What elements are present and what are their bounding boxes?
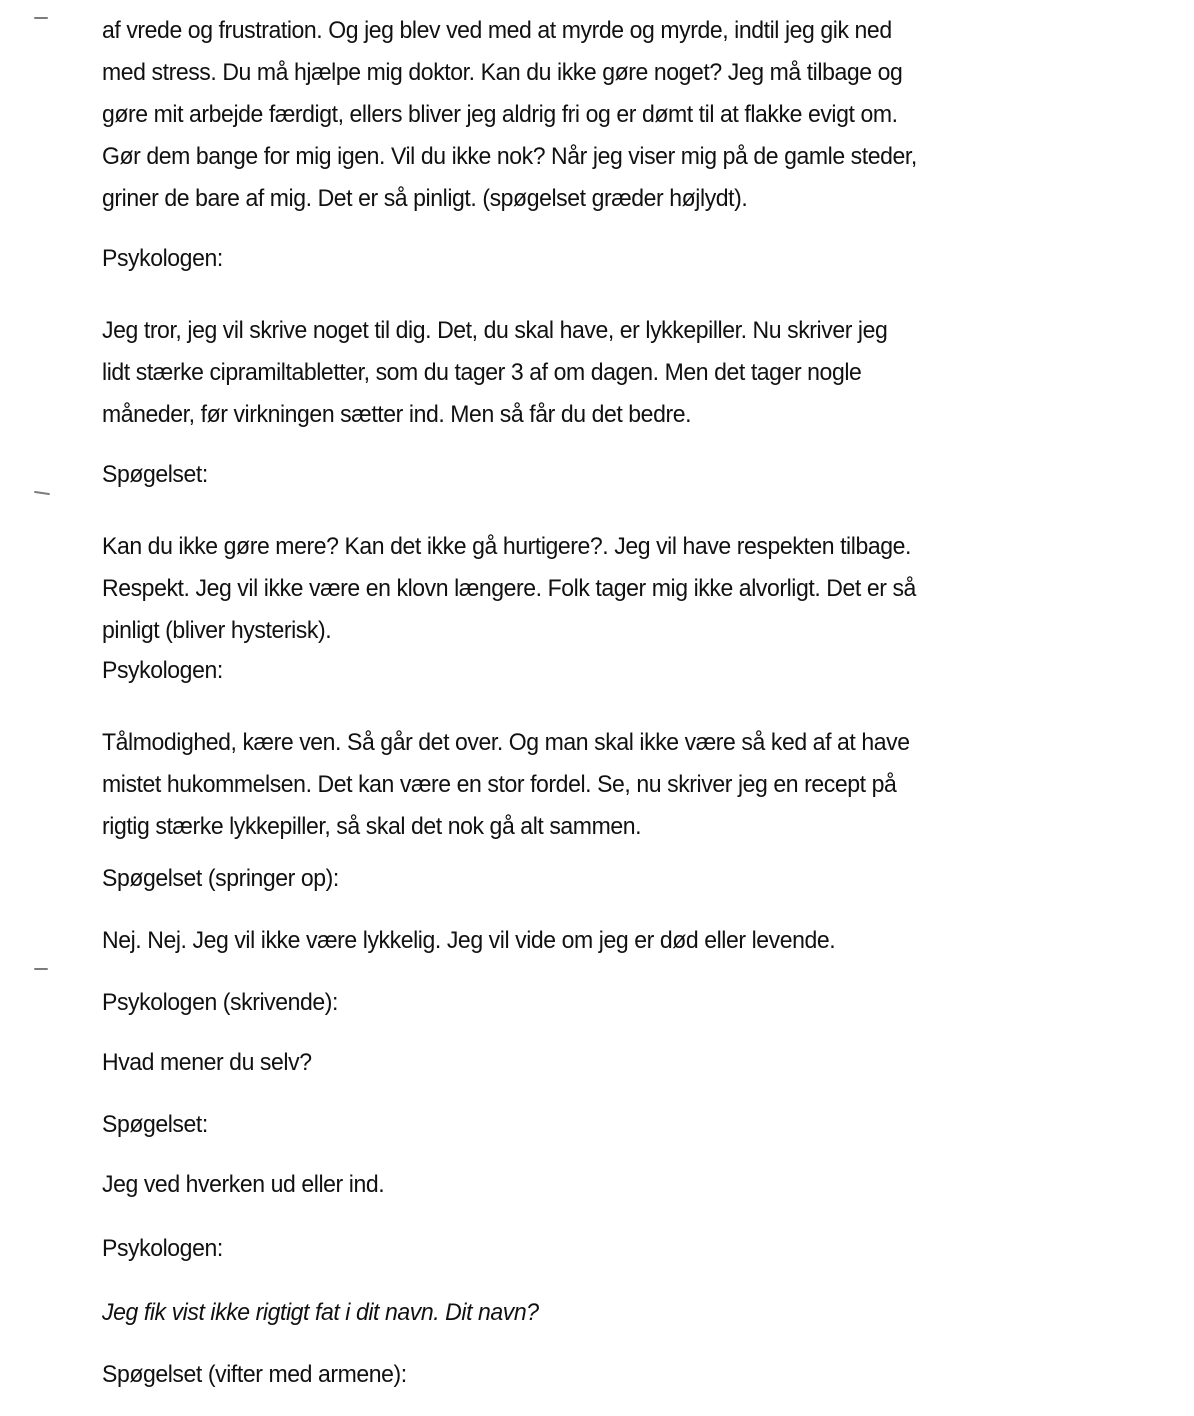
speech-paragraph <box>102 1164 1136 1206</box>
speech-paragraph <box>102 310 1136 436</box>
text-line: Jeg fik vist ikke rigtigt fat i dit navn. Dit navn? <box>102 1299 539 1326</box>
speech-paragraph <box>102 1042 1136 1084</box>
speaker-label <box>102 238 1136 280</box>
speech-paragraph <box>102 10 1136 220</box>
speech-paragraph <box>102 526 1136 652</box>
speech-paragraph <box>102 722 1136 848</box>
speaker-label <box>102 982 1136 1024</box>
text-line: rigtig stærke lykkepiller, så skal det nok gå alt sammen. <box>102 813 642 840</box>
speech-paragraph <box>102 1292 1136 1334</box>
speaker-label <box>102 1104 1136 1146</box>
text-line: Tålmodighed, kære ven. Så går det over. Og man skal ikke være så ked af at have <box>102 729 910 756</box>
text-line: med stress. Du må hjælpe mig doktor. Kan du ikke gøre noget? Jeg må tilbage og <box>102 59 903 86</box>
text-line: Gør dem bange for mig igen. Vil du ikke nok? Når jeg viser mig på de gamle steder, <box>102 143 917 170</box>
speaker-label <box>102 1354 1136 1396</box>
speaker-name: Spøgelset: <box>102 1111 208 1138</box>
scan-margin-mark <box>34 968 48 970</box>
speech-paragraph <box>102 920 1136 962</box>
speaker-label <box>102 454 1136 496</box>
speaker-name: Spøgelset: <box>102 461 208 488</box>
speaker-name: Psykologen: <box>102 245 223 272</box>
text-line: Jeg tror, jeg vil skrive noget til dig. Det, du skal have, er lykkepiller. Nu skriver jeg <box>102 317 888 344</box>
text-line: Nej. Nej. Jeg vil ikke være lykkelig. Jeg vil vide om jeg er død eller levende. <box>102 927 836 954</box>
text-line: Kan du ikke gøre mere? Kan det ikke gå hurtigere?. Jeg vil have respekten tilbage. <box>102 533 911 560</box>
speaker-label <box>102 858 1136 900</box>
text-line: af vrede og frustration. Og jeg blev ved med at myrde og myrde, indtil jeg gik ned <box>102 17 892 44</box>
text-line: Hvad mener du selv? <box>102 1049 312 1076</box>
speaker-name: Psykologen (skrivende): <box>102 989 339 1016</box>
text-line: Jeg ved hverken ud eller ind. <box>102 1171 385 1198</box>
text-line: lidt stærke cipramiltabletter, som du tager 3 af om dagen. Men det tager nogle <box>102 359 862 386</box>
scan-margin-mark <box>34 491 50 495</box>
speaker-label <box>102 650 1136 692</box>
text-line: gøre mit arbejde færdigt, ellers bliver jeg aldrig fri og er dømt til at flakke evigt om. <box>102 101 898 128</box>
speaker-label <box>102 1228 1136 1270</box>
speaker-name: Psykologen: <box>102 657 223 684</box>
scan-margin-mark <box>34 17 48 19</box>
text-line: mistet hukommelsen. Det kan være en stor fordel. Se, nu skriver jeg en recept på <box>102 771 897 798</box>
speaker-name: Psykologen: <box>102 1235 223 1262</box>
speaker-name: Spøgelset (springer op): <box>102 865 339 892</box>
text-line: pinligt (bliver hysterisk). <box>102 617 332 644</box>
text-line: måneder, før virkningen sætter ind. Men så får du det bedre. <box>102 401 692 428</box>
speaker-name: Spøgelset (vifter med armene): <box>102 1361 407 1388</box>
text-line: Respekt. Jeg vil ikke være en klovn længere. Folk tager mig ikke alvorligt. Det er så <box>102 575 916 602</box>
text-line: griner de bare af mig. Det er så pinligt. (spøgelset græder højlydt). <box>102 185 748 212</box>
